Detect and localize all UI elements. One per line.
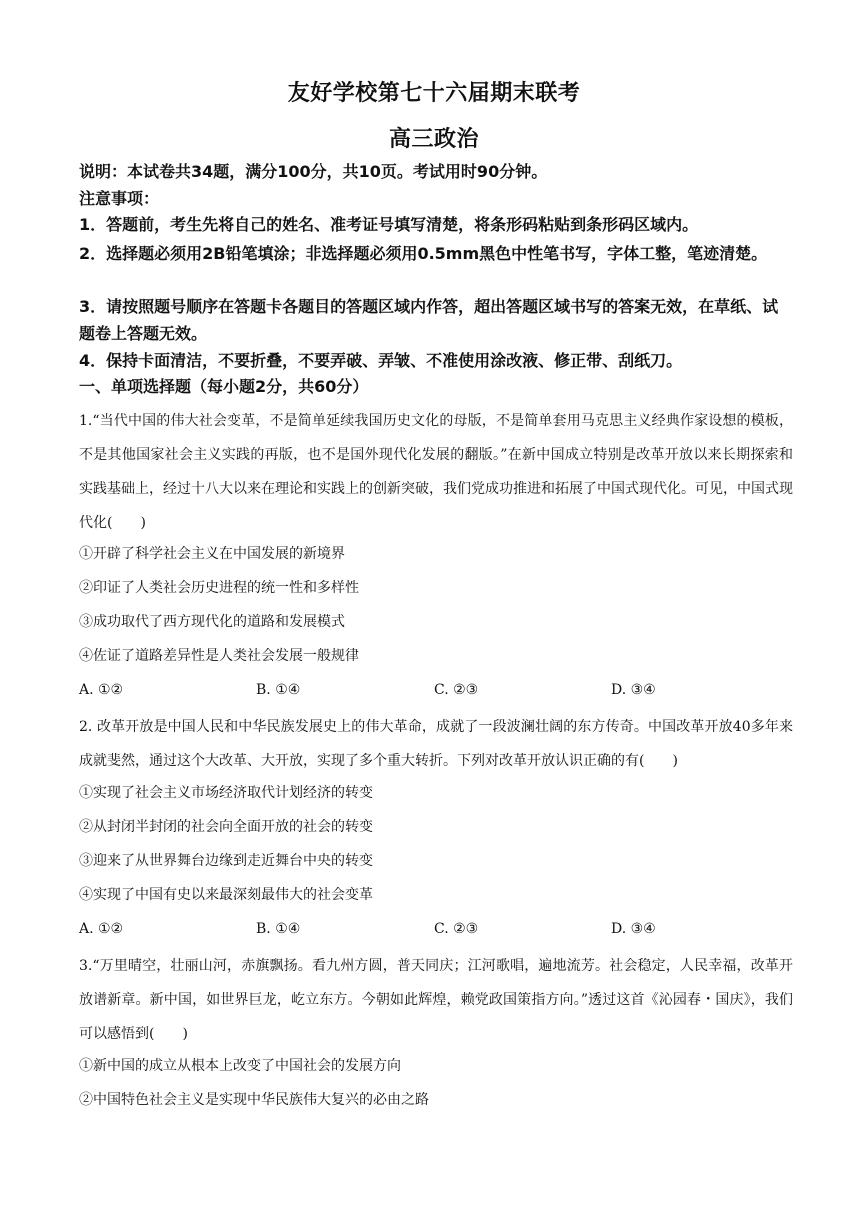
exam-title: 友好学校第七十六届期末联考: [287, 81, 581, 106]
option-c[interactable]: C. ②③: [434, 682, 479, 698]
notes-heading: 注意事项：: [79, 189, 160, 208]
question-3-statement: ②中国特色社会主义是实现中华民族伟大复兴的必由之路: [79, 1092, 429, 1108]
option-d[interactable]: D. ③④: [611, 682, 656, 698]
question-1-statement: ③成功取代了西方现代化的道路和发展模式: [79, 614, 345, 630]
note-item: 4．保持卡面清洁，不要折叠，不要弄破、弄皱、不准使用涂改液、修正带、刮纸刀。: [79, 351, 683, 370]
exam-description: 说明：本试卷共34题，满分100分，共10页。考试用时90分钟。: [79, 162, 548, 181]
question-1-statement: ②印证了人类社会历史进程的统一性和多样性: [79, 580, 359, 596]
note-item: 2．选择题必须用2B铅笔填涂；非选择题必须用0.5mm黑色中性笔书写，字体工整，笔迹清楚。: [79, 244, 768, 263]
option-b[interactable]: B. ①④: [256, 682, 301, 698]
question-1-options: [79, 679, 791, 701]
question-1-statement: ④佐证了道路差异性是人类社会发展一般规律: [79, 648, 359, 664]
question-1-statement: ①开辟了科学社会主义在中国发展的新境界: [79, 546, 345, 562]
question-2-statement: ④实现了中国有史以来最深刻最伟大的社会变革: [79, 887, 373, 903]
question-2-stem: 2. 改革开放是中国人民和中华民族发展史上的伟大革命，成就了一段波澜壮阔的东方传奇。中国改革开放40多年来成就斐然，通过这个大改革、大开放，实现了多个重大转折。下列对改革开放认识正确的有( ): [79, 719, 793, 769]
exam-subject: 高三政治: [388, 127, 479, 152]
option-b[interactable]: B. ①④: [256, 921, 301, 937]
question-3-stem: 3.“万里晴空，壮丽山河，赤旗飘扬。看九州方圆，普天同庆；江河歌唱，遍地流芳。社会稳定，人民幸福，改革开放谱新章。新中国，如世界巨龙，屹立东方。今朝如此辉煌，赖党政国策指方向。”透过这首《沁园春・国庆》，我们可以感悟到( ): [79, 958, 793, 1042]
option-d[interactable]: D. ③④: [611, 921, 656, 937]
option-a[interactable]: A. ①②: [79, 682, 124, 698]
question-1-stem: 1.“当代中国的伟大社会变革，不是简单延续我国历史文化的母版，不是简单套用马克思主义经典作家设想的模板，不是其他国家社会主义实践的再版，也不是国外现代化发展的翻版。”在新中国成立特别是改革开放以来长期探索和实践基础上，经过十八大以来在理论和实践上的创新突破，我们党成功推进和拓展了中国式现代化。可见，中国式现代化( ): [79, 413, 793, 531]
question-2-statement: ③迎来了从世界舞台边缘到走近舞台中央的转变: [79, 853, 373, 869]
question-2-statement: ①实现了社会主义市场经济取代计划经济的转变: [79, 785, 373, 801]
question-3-statement: ①新中国的成立从根本上改变了中国社会的发展方向: [79, 1058, 401, 1074]
option-a[interactable]: A. ①②: [79, 921, 124, 937]
question-2-options: [79, 918, 791, 940]
note-item: 1．答题前，考生先将自己的姓名、准考证号填写清楚，将条形码粘贴到条形码区域内。: [79, 215, 699, 234]
question-2-statement: ②从封闭半封闭的社会向全面开放的社会的转变: [79, 819, 373, 835]
option-c[interactable]: C. ②③: [434, 921, 479, 937]
note-item: 3．请按照题号顺序在答题卡各题目的答题区域内作答，超出答题区域书写的答案无效，在草纸、试题卷上答题无效。: [79, 297, 779, 343]
section-heading: 一、单项选择题（每小题2分，共60分）: [79, 377, 369, 396]
